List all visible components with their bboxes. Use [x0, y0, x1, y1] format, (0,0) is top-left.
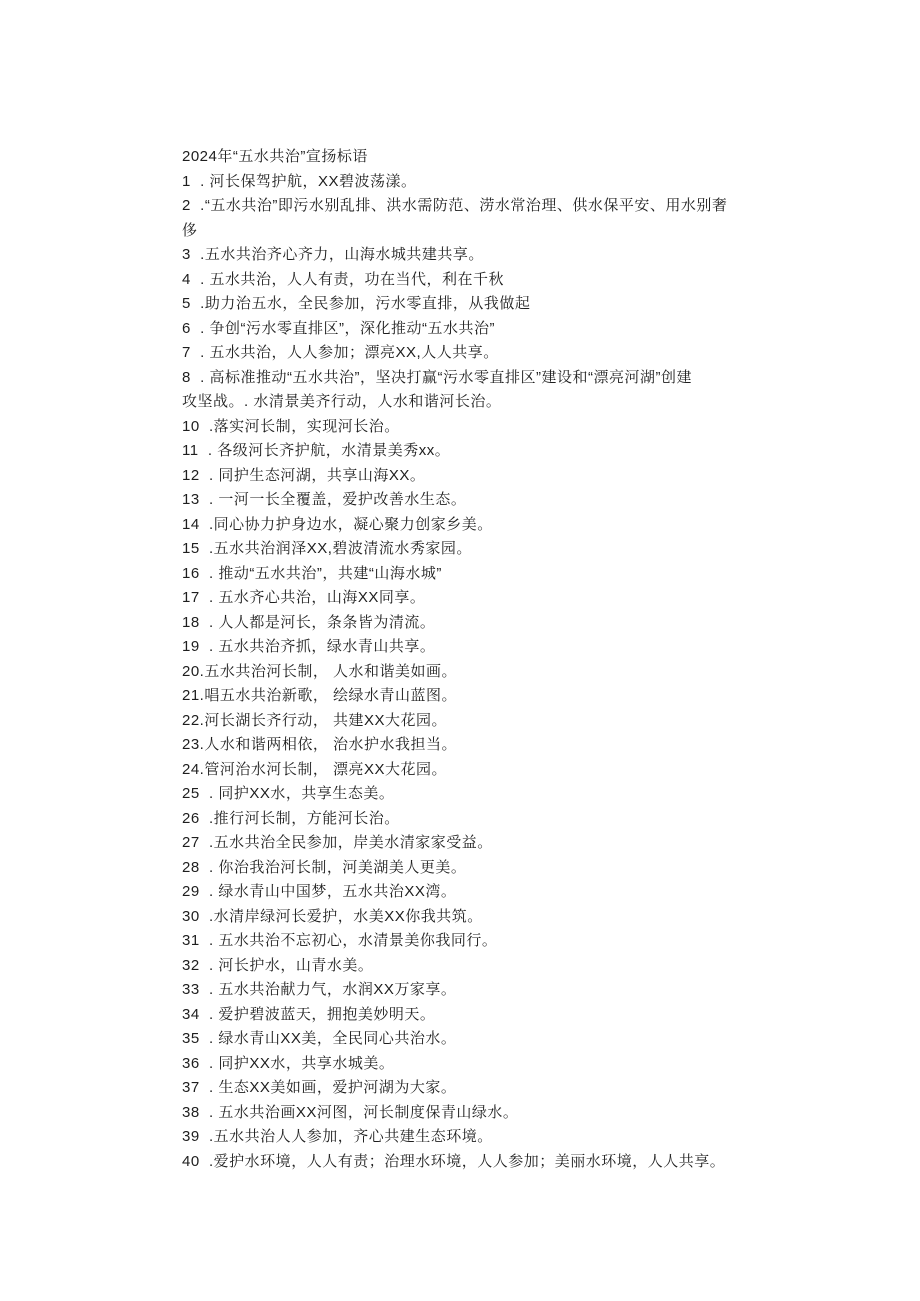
- slogan-line: 7 . 五水共治，人人参加；漂亮XX,人人共享。: [182, 344, 499, 361]
- slogan-line-continuation: 侈: [182, 221, 198, 239]
- slogan-line: 17 . 五水齐心共治，山海XX同享。: [182, 589, 426, 606]
- slogan-line: 10 .落实河长制，实现河长治。: [182, 417, 400, 435]
- slogan-line: 19 . 五水共治齐抓，绿水青山共享。: [182, 638, 436, 655]
- slogan-line: 13 . 一河一长全覆盖，爱护改善水生态。: [182, 491, 467, 508]
- slogan-line: 30 .水清岸绿河长爱护，水美XX你我共筑。: [182, 907, 483, 925]
- slogan-line: 16 . 推动“五水共治”，共建“山海水城”: [182, 564, 442, 582]
- slogan-line: 39 .五水共治人人参加，齐心共建生态环境。: [182, 1128, 493, 1145]
- slogan-line: 31 . 五水共治不忘初心，水清景美你我同行。: [182, 932, 498, 949]
- slogan-line: 25 . 同护XX水，共享生态美。: [182, 785, 395, 802]
- slogan-line: 26 .推行河长制，方能河长治。: [182, 809, 400, 827]
- slogan-line: 8 . 高标准推动“五水共治”，坚决打赢“污水零直排区”建设和“漂亮河湖”创建: [182, 368, 692, 386]
- slogan-line: 34 . 爱护碧波蓝天，拥抱美妙明天。: [182, 1005, 436, 1023]
- slogan-line: 18 . 人人都是河长，条条皆为清流。: [182, 613, 436, 631]
- slogan-line: 36 . 同护XX水，共享水城美。: [182, 1054, 395, 1072]
- slogan-line: 2 .“五水共治”即污水别乱排、洪水需防范、涝水常治理、供水保平安、用水别奢: [182, 197, 728, 214]
- slogan-line: 21.唱五水共治新歌， 绘绿水青山蓝图。: [182, 687, 458, 704]
- slogan-line: 6 . 争创“污水零直排区”，深化推动“五水共治”: [182, 319, 495, 337]
- slogan-line: 11 . 各级河长齐护航，水清景美秀xx。: [182, 442, 451, 459]
- slogan-line: 22.河长湖长齐行动， 共建XX大花园。: [182, 711, 448, 729]
- slogan-line: 29 . 绿水青山中国梦，五水共治XX湾。: [182, 883, 457, 900]
- slogan-line: 32 . 河长护水，山青水美。: [182, 956, 374, 974]
- slogan-line: 3 .五水共治齐心齐力，山海水城共建共享。: [182, 246, 484, 263]
- slogan-line: 4 . 五水共治，人人有责，功在当代，利在千秋: [182, 270, 505, 288]
- slogan-line: 24.管河治水河长制， 漂亮XX大花园。: [182, 760, 448, 778]
- slogan-line: 33 . 五水共治献力气，水润XX万家享。: [182, 981, 457, 998]
- slogan-line: 37 . 生态XX美如画，爱护河湖为大家。: [182, 1079, 457, 1096]
- slogan-line: 23.人水和谐两相依， 治水护水我担当。: [182, 736, 458, 753]
- slogan-line: 35 . 绿水青山XX美，全民同心共治水。: [182, 1030, 457, 1047]
- slogan-line: 38 . 五水共治画XX河图，河长制度保青山绿水。: [182, 1103, 519, 1121]
- slogan-line: 5 .助力治五水，全民参加，污水零直排，从我做起: [182, 295, 531, 312]
- slogan-line: 40 .爱护水环境，人人有责；治理水环境，人人参加；美丽水环境，人人共享。: [182, 1152, 726, 1170]
- slogan-line: 15 .五水共治润泽XX,碧波清流水秀家园。: [182, 540, 472, 557]
- slogan-line: 28 . 你治我治河长制，河美湖美人更美。: [182, 858, 467, 876]
- document-body: [182, 145, 782, 1174]
- slogan-line-continuation: 攻坚战。. 水清景美齐行动，人水和谐河长治。: [182, 393, 502, 410]
- slogan-line: 1 . 河长保驾护航，XX碧波荡漾。: [182, 172, 417, 190]
- slogan-line: 14 .同心协力护身边水，凝心聚力创家乡美。: [182, 515, 493, 533]
- document-title: 2024年“五水共治”宣扬标语: [182, 148, 368, 165]
- slogan-line: 20.五水共治河长制， 人水和谐美如画。: [182, 662, 458, 680]
- slogan-line: 12 . 同护生态河湖，共享山海XX。: [182, 466, 426, 484]
- slogan-line: 27 .五水共治全民参加，岸美水清家家受益。: [182, 834, 493, 851]
